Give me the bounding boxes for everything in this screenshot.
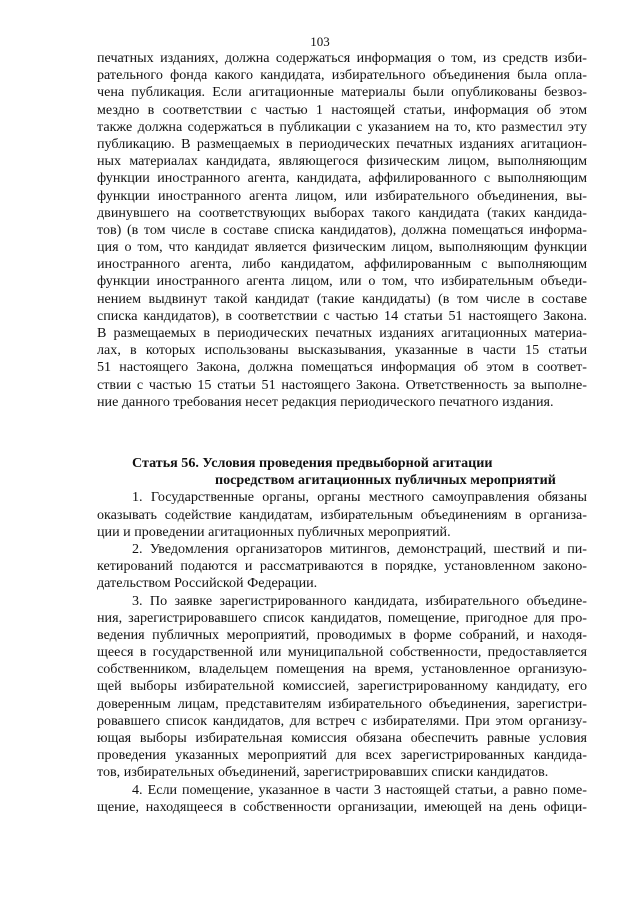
text-line: двинувшего на соответствующих выборах такого кандидата (таких кандида- <box>97 204 587 221</box>
text-line: нением выдвинут такой кандидат (такие кандидаты) (в том числе в составе <box>97 290 587 307</box>
article-56 <box>97 455 587 816</box>
paragraph-3-line: ющая выборы избирательная комиссия обязана обеспечить равные условия <box>97 730 587 746</box>
paragraph-3-line: проведения указанных мероприятий для всех зарегистрированных кандида- <box>97 747 587 764</box>
paragraph-3-line: собственником, владельцем помещения на время, установленное организую- <box>97 661 587 678</box>
article-heading: Статья 56. Условия проведения предвыборной агитации <box>132 455 493 471</box>
text-line: функции иностранного агента лицом, или избирательного объединения, вы- <box>97 187 587 204</box>
paragraph-4-line: щение, находящееся в собственности организации, имеющей на день офици- <box>97 798 587 815</box>
paragraph-3-line: тов, избирательных объединений, зарегистрировавших списки кандидатов. <box>97 764 549 781</box>
text-line: иностранного агента, либо кандидатом, аффилированным с выполняющим <box>97 256 587 273</box>
text-line: списка кандидатов), в соответствии с частью 14 статьи 51 настоящего Закона. <box>97 307 587 324</box>
text-line: тов) (в том числе в составе списка кандидатов), должна помещаться информа- <box>97 221 587 238</box>
paragraph-2-line: дательством Российской Федерации. <box>97 575 318 592</box>
text-line: мездно в соответствии с частью 1 настоящей статьи, информация об этом <box>97 101 587 118</box>
text-line: чена публикация. Если агитационные материалы были опубликованы безвоз- <box>97 84 587 101</box>
paragraph-2-line: кетирований подаются и рассматриваются в порядке, установленном законо- <box>97 558 587 575</box>
paragraph-3-line: щей выборы избирательной комиссией, зарегистрированному кандидату, его <box>97 678 587 695</box>
text-line: функции иностранного агента лицом, или о том, что избирательным объеди- <box>97 273 587 290</box>
paragraph-3-line: доверенным лицам, представителям избирательного объединения, зарегистри- <box>97 695 587 712</box>
text-line: рательного фонда какого кандидата, избирательного объединения была опла- <box>97 67 587 84</box>
paragraph-1-line: оказывать содействие кандидатам, избирательным объединениям в организа- <box>97 506 587 523</box>
text-line: публикацию. В размещаемых в периодических печатных изданиях агитацион- <box>97 135 587 152</box>
text-line: 51 настоящего Закона, должна помещаться информация об этом в соответ- <box>97 359 587 376</box>
paragraph-3-line: ровавшего список кандидатов, для встреч с избирателями. При этом организу- <box>97 712 587 729</box>
text-line: ных материалах кандидата, являющегося физическим лицом, выполняющим <box>97 153 587 170</box>
paragraph-3-line: ведения публичных мероприятий, проводимых в форме собраний, и находя- <box>97 626 587 643</box>
paragraph-3-line: 3. По заявке зарегистрированного кандидата, избирательного объедине- <box>132 592 587 609</box>
text-line: ние данного требования несет редакция периодического печатного издания. <box>97 393 554 410</box>
text-line: лах, в которых использованы высказывания, указанные в части 15 статьи <box>97 342 587 359</box>
paragraph-3-line: ния, зарегистрировавшего список кандидатов, помещение, пригодное для про- <box>97 609 587 626</box>
article-heading-continued: посредством агитационных публичных мероприятий <box>215 472 556 489</box>
paragraph-3-line: щееся в государственной или муниципальной собственности, предоставляется <box>97 644 587 661</box>
text-line: В размещаемых в периодических печатных изданиях агитационных материа- <box>97 325 587 341</box>
paragraph-1-line: 1. Государственные органы, органы местного самоуправления обязаны <box>132 489 587 506</box>
text-line: ция о том, что кандидат является физическим лицом, выполняющим функции <box>97 239 587 256</box>
continued-paragraph <box>97 50 587 411</box>
text-line: функции иностранного агента, кандидата, аффилированного с выполняющим <box>97 170 587 187</box>
text-line: также должна содержаться в публикации с указанием на то, кто разместил эту <box>97 118 587 135</box>
paragraph-2-line: 2. Уведомления организаторов митингов, демонстраций, шествий и пи- <box>132 540 587 557</box>
text-line: печатных изданиях, должна содержаться информация о том, из средств изби- <box>97 50 587 66</box>
paragraph-1-line: ции и проведении агитационных публичных мероприятий. <box>97 523 451 540</box>
text-line: ствии с частью 15 статьи 51 настоящего Закона. Ответственность за выполне- <box>97 376 587 393</box>
paragraph-4-line: 4. Если помещение, указанное в части 3 настоящей статьи, а равно поме- <box>132 781 587 798</box>
page-number: 103 <box>310 34 330 49</box>
